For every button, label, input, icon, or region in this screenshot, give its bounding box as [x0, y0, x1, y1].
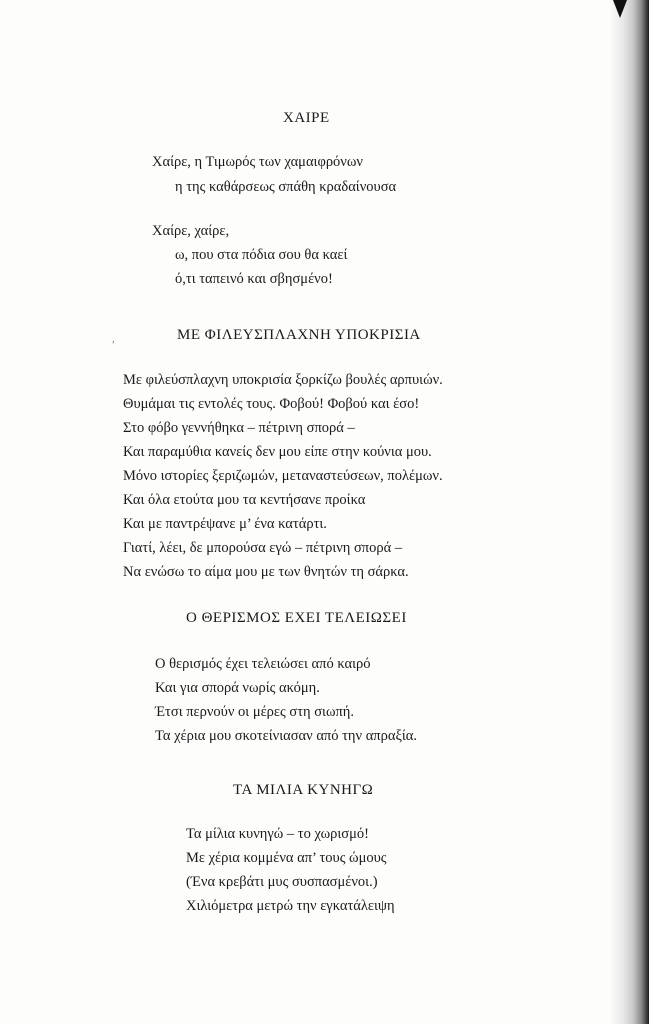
poem-line: Χαίρε, η Τιμωρός των χαμαιφρόνων [152, 154, 363, 170]
poem-title: ΤΑ ΜΙΛΙΑ ΚΥΝΗΓΩ [233, 782, 374, 798]
stray-mark: , [112, 333, 115, 345]
poem-title: Ο ΘΕΡΙΣΜΟΣ ΕΧΕΙ ΤΕΛΕΙΩΣΕΙ [186, 610, 407, 626]
poem-line: Ο θερισμός έχει τελειώσει από καιρό [155, 656, 371, 672]
poem-line: Στο φόβο γεννήθηκα – πέτρινη σπορά – [123, 420, 355, 436]
poem-line: Και όλα ετούτα μου τα κεντήσανε προίκα [123, 492, 366, 508]
poem-line: (Ένα κρεβάτι μυς συσπασμένοι.) [186, 874, 378, 890]
poem-line: Χιλιόμετρα μετρώ την εγκατάλειψη [186, 898, 395, 914]
poem-line: ω, που στα πόδια σου θα καεί [175, 247, 348, 263]
page-spine-shadow [609, 0, 649, 1024]
poem-line: η της καθάρσεως σπάθη κραδαίνουσα [175, 179, 397, 195]
poem-line: Γιατί, λέει, δε μπορούσα εγώ – πέτρινη σπορά – [123, 540, 403, 556]
poem-line: Τα χέρια μου σκοτείνιασαν από την απραξία. [155, 728, 418, 744]
poem-line: Χαίρε, χαίρε, [152, 223, 230, 239]
poem-line: ό,τι ταπεινό και σβησμένο! [175, 271, 333, 287]
poem-title: ΜΕ ΦΙΛΕΥΣΠΛΑΧΝΗ ΥΠΟΚΡΙΣΙΑ [177, 327, 421, 343]
poem-line: Και παραμύθια κανείς δεν μου είπε στην κούνια μου. [123, 444, 432, 460]
poem-line: Και με παντρέψανε μ’ ένα κατάρτι. [123, 516, 327, 532]
poem-line: Με φιλεύσπλαχνη υποκρισία ξορκίζω βουλές αρπυιών. [123, 372, 443, 388]
poem-line: Με χέρια κομμένα απ’ τους ώμους [186, 850, 387, 866]
poem-line: Έτσι περνούν οι μέρες στη σιωπή. [155, 704, 355, 720]
poem-line: Να ενώσω το αίμα μου με των θνητών τη σάρκα. [123, 564, 409, 580]
poem-line: Θυμάμαι τις εντολές τους. Φοβού! Φοβού και έσο! [123, 396, 420, 412]
poem-line: Τα μίλια κυνηγώ – το χωρισμό! [186, 826, 369, 842]
poem-title: ΧΑΙΡΕ [283, 110, 330, 126]
poem-line: Μόνο ιστορίες ξεριζωμών, μεταναστεύσεων, πολέμων. [123, 468, 443, 484]
page-corner-fold [613, 0, 627, 18]
poem-line: Και για σπορά νωρίς ακόμη. [155, 680, 320, 696]
